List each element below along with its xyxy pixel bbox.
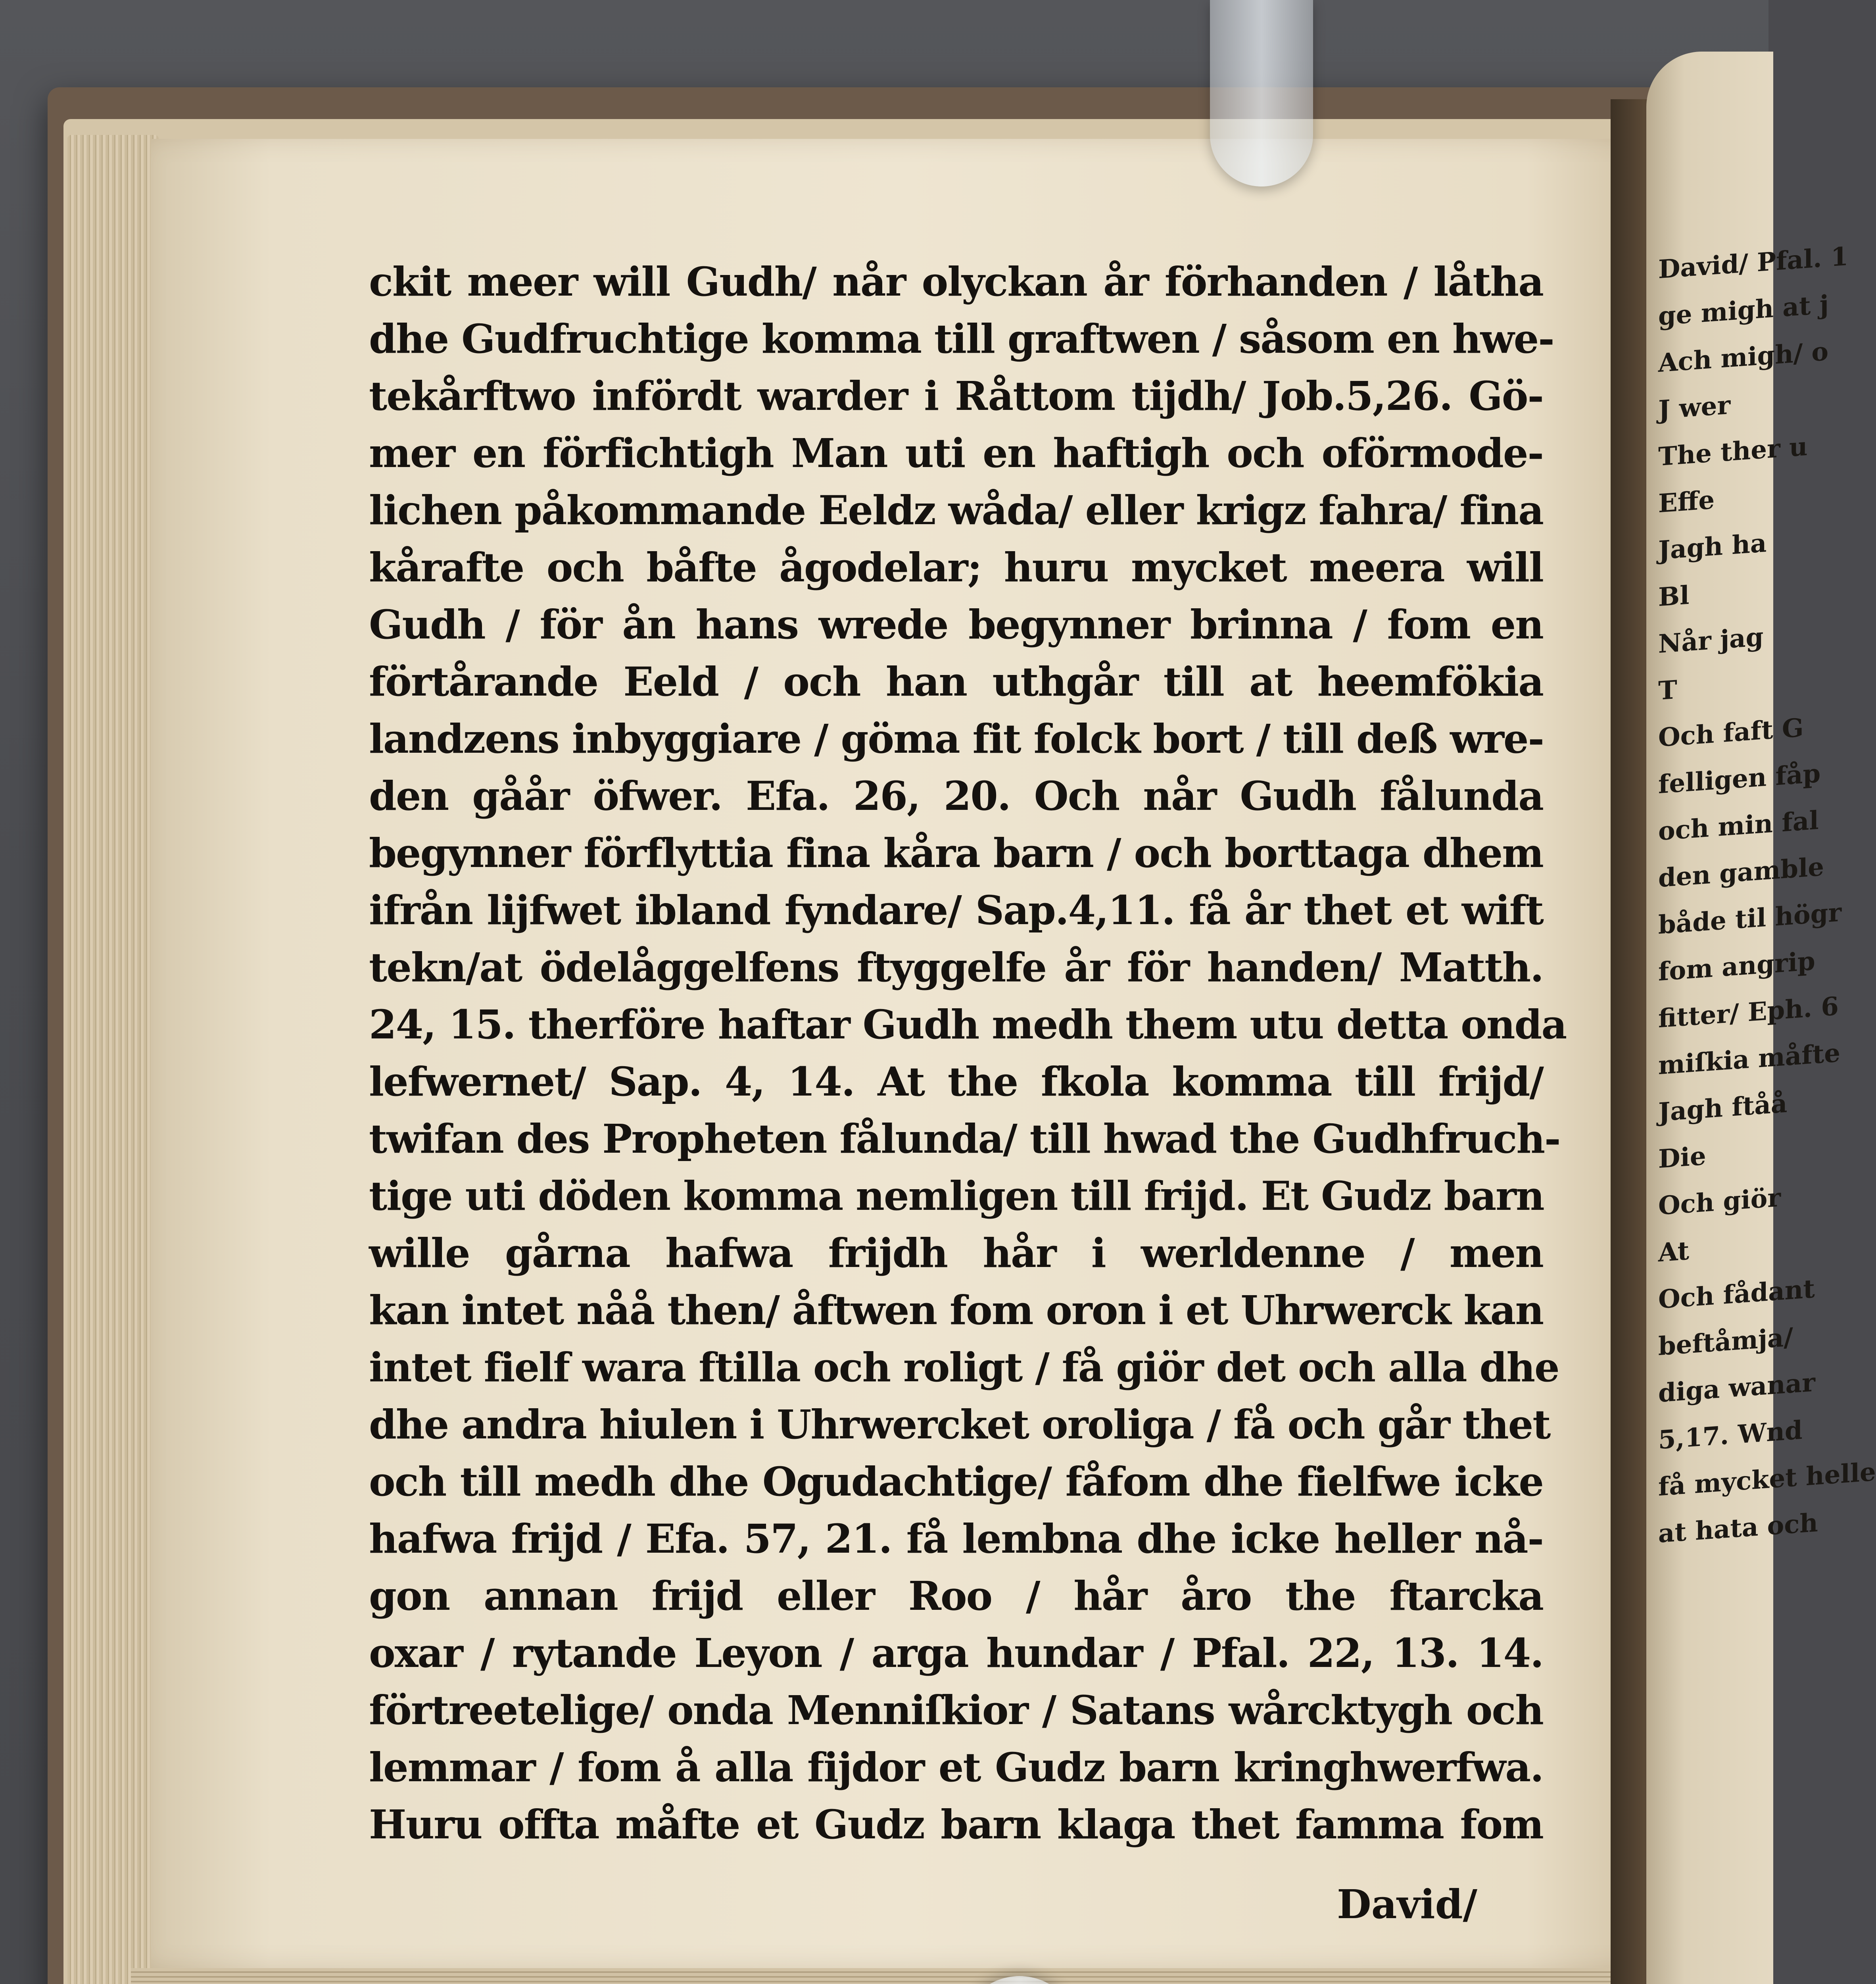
text-line: förtreetelige/ onda Menniſkior / Satans wårcktygh och (369, 1687, 1543, 1734)
text-line: begynner förflyttia fina kåra barn / och borttaga dhem (369, 830, 1543, 877)
text-line: kan intet nåå then/ åftwen fom oron i et Uhrwerck kan (369, 1287, 1544, 1334)
facing-line: Och fådant (1658, 1274, 1815, 1315)
text-line: dhe Gudfruchtige komma till graftwen / såsom en hwe- (369, 315, 1554, 362)
text-line: intet fielf wara ftilla och roligt / få giör det och alla dhe (369, 1344, 1559, 1391)
facing-line: få mycket helle (1658, 1457, 1876, 1502)
facing-line: 5,17. Wnd (1658, 1415, 1803, 1455)
facing-line: at hata och (1658, 1508, 1818, 1549)
facing-page-text (1658, 238, 1876, 1557)
text-line: gon annan frijd eller Roo / hår åro the ftarcka (369, 1573, 1543, 1619)
facing-line: Ach migh/ o (1658, 336, 1829, 379)
text-line: tige uti döden komma nemligen till frijd. Et Gudz barn (369, 1173, 1544, 1219)
text-line: wille gårna hafwa frijdh hår i werldenne / men (369, 1230, 1543, 1277)
facing-line: The ther u (1658, 431, 1808, 472)
text-line: lemmar / fom å alla fijdor et Gudz barn kringhwerfwa. (369, 1744, 1543, 1791)
facing-line: fom angrip (1658, 946, 1815, 987)
facing-line: felligen fåp (1658, 758, 1821, 800)
text-line: oxar / rytande Leyon / arga hundar / Pfal. 22, 13. 14. (369, 1630, 1543, 1676)
facing-line: diga wanar (1658, 1367, 1815, 1409)
facing-line: Och faft G (1658, 713, 1804, 753)
facing-line: T (1658, 675, 1677, 706)
facing-line: Når jag (1658, 622, 1764, 659)
text-line: ckit meer will Gudh/ når olyckan år förhanden / låtha (369, 258, 1543, 305)
facing-line: fitter/ Eph. 6 (1658, 991, 1839, 1034)
text-line: Gudh / för ån hans wrede begynner brinna / fom en (369, 601, 1543, 648)
facing-line: Jagh ha (1658, 528, 1767, 566)
facing-line: Effe (1658, 485, 1715, 519)
facing-line: den gamble (1658, 852, 1824, 894)
facing-line: At (1658, 1236, 1690, 1268)
text-line: tekårftwo infördt warder i Råttom tijdh/ Job.5,26. Gö- (369, 373, 1543, 419)
facing-line: ge migh at j (1658, 290, 1829, 332)
facing-line: Och giör (1658, 1182, 1781, 1221)
text-line: twifan des Propheten fålunda/ till hwad the Gudhfruch- (369, 1115, 1560, 1162)
text-line: ifrån lijfwet ibland fyndare/ Sap.4,11. få år thet et wift (369, 887, 1543, 934)
page-edges-left (67, 135, 159, 1984)
text-line: tekn/at ödelåggelfens ftyggelfe år för handen/ Matth. (369, 944, 1543, 991)
facing-line: både til högr (1658, 897, 1842, 940)
facing-line: Die (1658, 1141, 1706, 1175)
page-clip-top (1210, 0, 1313, 186)
facing-line: Bl (1658, 580, 1690, 613)
text-line: hafwa frijd / Efa. 57, 21. få lembna dhe icke heller nå- (369, 1515, 1543, 1562)
text-line: dhe andra hiulen i Uhrwercket oroliga / få och går thet (369, 1401, 1550, 1448)
text-line: den gåår öfwer. Efa. 26, 20. Och når Gudh fålunda (369, 773, 1543, 819)
facing-line: beftåmja/ (1658, 1322, 1793, 1362)
facing-page (1646, 52, 1876, 1984)
text-line: Huru offta måfte et Gudz barn klaga thet famma fom (369, 1801, 1543, 1848)
facing-line: David/ Pfal. 1 (1658, 241, 1849, 285)
text-line: landzens inbyggiare / göma fit folck bort / till deß wre- (369, 715, 1544, 762)
catchword: David/ (1337, 1881, 1478, 1928)
text-line: lefwernet/ Sap. 4, 14. At the fkola komma till frijd/ (369, 1058, 1543, 1105)
facing-line: Jagh ftåå (1658, 1088, 1788, 1128)
facing-line: och min fal (1658, 805, 1819, 847)
page-edges-bottom (131, 1968, 1638, 1984)
text-line: förtårande Eeld / och han uthgår till at heemfökia (369, 658, 1543, 705)
text-line: mer en förfichtigh Man uti en haftigh och oförmode- (369, 430, 1543, 477)
facing-line: miſkia måfte (1658, 1038, 1840, 1081)
text-line: 24, 15. therföre haftar Gudh medh them utu detta onda (369, 1001, 1567, 1048)
facing-line: J wer (1658, 390, 1731, 425)
text-line: lichen påkommande Eeldz wåda/ eller krigz fahra/ fina (369, 487, 1543, 534)
text-line: och till medh dhe Ogudachtige/ fåfom dhe fielfwe icke (369, 1458, 1543, 1505)
text-line: kårafte och båfte ågodelar; huru mycket meera will (369, 544, 1543, 591)
